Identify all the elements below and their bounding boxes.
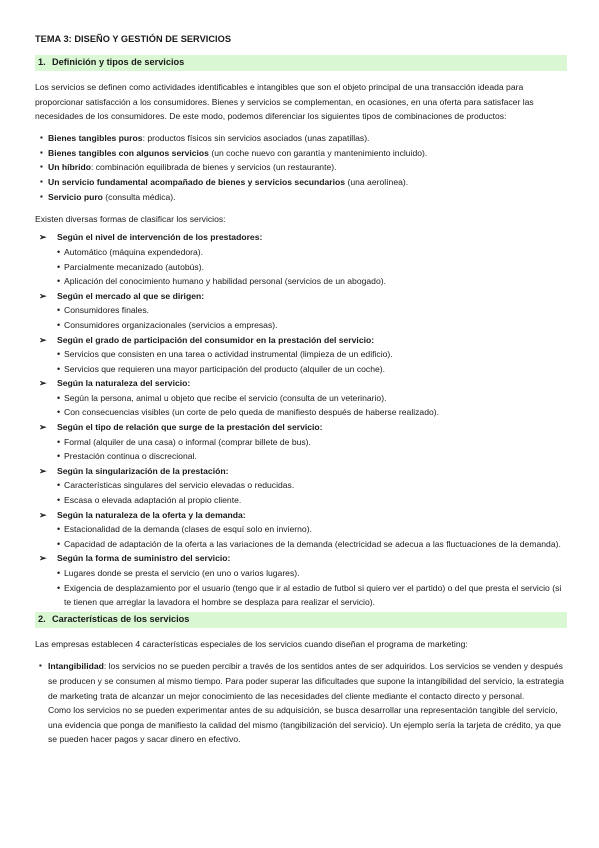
category-items (35, 435, 567, 464)
category-item-text: Aplicación del conocimiento humano y habilidad personal (servicios de un abogado). (64, 276, 386, 287)
bullet-icon: • (57, 407, 61, 418)
category-item-text: Parcialmente mecanizado (autobús). (64, 261, 204, 272)
category-title: Según el nivel de intervención de los prestadores: (57, 232, 263, 243)
category-item (57, 522, 567, 537)
section-2-number: 2. (38, 613, 46, 624)
section-1-title: Definición y tipos de servicios (52, 57, 185, 67)
category-title: Según la singularización de la prestación: (57, 465, 229, 476)
arrow-bullet-icon: ➢ (39, 465, 47, 476)
product-type-item (35, 160, 567, 175)
arrow-bullet-icon: ➢ (39, 509, 47, 520)
product-type-item (35, 131, 567, 146)
bullet-icon: • (57, 305, 61, 316)
category-heading (35, 333, 567, 348)
category-items (35, 391, 567, 420)
category-title: Según la naturaleza de la oferta y la demanda: (57, 509, 246, 520)
product-type-description: : productos físicos sin servicios asociados (unas zapatillas). (142, 132, 370, 143)
classification-category (35, 289, 567, 333)
category-item-text: Servicios que requieren una mayor participación del producto (alquiler de un coche). (64, 363, 386, 374)
characteristic-description: : los servicios no se pueden percibir a través de los sentidos antes de ser adquiridos. Los servicios se venden y después se producen y se consumen al mismo tiempo. Para poder superar las dificultades que supone la intangibilidad del servicio, la estrategia de marketing trata de alcanzar un mejor conocimiento de las necesidades del cliente mediante el contacto directo y personal. (48, 661, 564, 701)
bullet-icon: • (57, 495, 61, 506)
category-items (35, 566, 567, 610)
bullet-icon: • (57, 261, 61, 272)
category-item (57, 493, 567, 508)
bullet-icon: • (57, 538, 61, 549)
section-1-intro: Los servicios se definen como actividades identificables e intangibles que son el objeto principal de una transacción ideada para proporcionar satisfacción a los consumidores. Bienes y servicios se complementan, en ocasiones, en una oferta para satisfacer las necesidades de los consumidores. De este modo, podemos diferenciar los siguientes tipos de combinaciones de productos: (35, 82, 534, 122)
category-item (57, 405, 567, 420)
category-item-text: Características singulares del servicio elevadas o reducidas. (64, 480, 295, 491)
bullet-icon: • (57, 451, 61, 462)
category-title: Según la forma de suministro del servicio: (57, 553, 231, 564)
category-item (57, 478, 567, 493)
product-type-description: : combinación equilibrada de bienes y servicios (un restaurante). (90, 162, 337, 173)
category-item-text: Servicios que consisten en una tarea o actividad instrumental (limpieza de un edificio). (64, 349, 393, 360)
category-item-text: Exigencia de desplazamiento por el usuario (tengo que ir al estadio de futbol si quiero ver el partido) o del que presta el servicio (si te tienen que arreglar la lavadora el hombre se desplaza para realizar el servicio). (64, 582, 562, 608)
document-page (35, 34, 567, 747)
product-type-description: (una aerolínea). (345, 177, 409, 188)
section-1-heading (35, 55, 567, 71)
category-items (35, 522, 567, 551)
category-item-text: Según la persona, animal u objeto que recibe el servicio (consulta de un veterinario). (64, 392, 387, 403)
classification-category (35, 551, 567, 609)
category-title: Según el mercado al que se dirigen: (57, 290, 205, 301)
category-item (57, 449, 567, 464)
category-item-text: Capacidad de adaptación de la oferta a las variaciones de la demanda (electricidad se adecua a las fluctuaciones de la demanda). (64, 538, 561, 549)
product-type-term: Bienes tangibles con algunos servicios (48, 147, 209, 158)
bullet-icon: • (57, 349, 61, 360)
classification-category (35, 464, 567, 508)
category-item (57, 303, 567, 318)
classification-category (35, 508, 567, 552)
intangibility-continuation: Como los servicios no se pueden experimentar antes de su adquisición, se busca desarrollar una representación tangible del servicio, una evidencia que ponga de manifiesto la calidad del mismo (tangibilización del servicio). Un ejemplo sería la tarjeta de crédito, ya que se pueden hacer pagos y sacar dinero en efectivo. (48, 705, 562, 745)
category-item (57, 537, 567, 552)
category-item (57, 318, 567, 333)
category-heading (35, 376, 567, 391)
category-item-text: Formal (alquiler de una casa) o informal (comprar billete de bus). (64, 436, 311, 447)
category-item (57, 435, 567, 450)
bullet-icon: • (57, 392, 61, 403)
category-item-text: Prestación continua o discrecional. (64, 451, 197, 462)
bullet-icon: • (57, 582, 61, 593)
category-heading (35, 508, 567, 523)
arrow-bullet-icon: ➢ (39, 422, 47, 433)
bullet-icon: • (57, 436, 61, 447)
characteristic-item (39, 659, 567, 703)
arrow-bullet-icon: ➢ (39, 553, 47, 564)
characteristics-list (35, 659, 567, 703)
category-item-text: Consumidores organizacionales (servicios a empresas). (64, 319, 278, 330)
square-bullet-icon: ▪ (39, 661, 42, 671)
arrow-bullet-icon: ➢ (39, 290, 47, 301)
product-type-item (35, 175, 567, 190)
category-item (57, 274, 567, 289)
classification-category (35, 333, 567, 377)
section-2-title: Características de los servicios (52, 613, 190, 624)
category-item-text: Consumidores finales. (64, 305, 150, 316)
category-title: Según el tipo de relación que surge de la prestación del servicio: (57, 422, 323, 433)
document-title: TEMA 3: DISEÑO Y GESTIÓN DE SERVICIOS (35, 34, 232, 44)
product-type-term: Un servicio fundamental acompañado de bienes y servicios secundarios (48, 177, 346, 188)
section-1-number: 1. (38, 57, 46, 67)
section-2-heading (35, 612, 567, 628)
category-item-text: Escasa o elevada adaptación al propio cliente. (64, 495, 242, 506)
category-item (57, 581, 567, 610)
category-item-text: Automático (máquina expendedora). (64, 246, 204, 257)
category-items (35, 347, 567, 376)
category-item-text: Estacionalidad de la demanda (clases de esquí solo en invierno). (64, 524, 312, 535)
category-items (35, 303, 567, 332)
product-type-term: Un híbrido (48, 162, 91, 173)
bullet-icon: • (57, 363, 61, 374)
category-items (35, 478, 567, 507)
classification-category (35, 420, 567, 464)
category-item (57, 245, 567, 260)
bullet-icon: • (57, 246, 61, 257)
classification-category (35, 230, 567, 288)
arrow-bullet-icon: ➢ (39, 232, 47, 243)
category-item-text: Con consecuencias visibles (un corte de pelo queda de manifiesto después de haberse realizado). (64, 407, 440, 418)
product-type-item (35, 146, 567, 161)
classification-category (35, 376, 567, 420)
bullet-icon: • (57, 568, 61, 579)
category-heading (35, 551, 567, 566)
category-item (57, 566, 567, 581)
product-type-item (35, 190, 567, 205)
category-item (57, 362, 567, 377)
product-type-description: (un coche nuevo con garantía y mantenimiento incluido). (208, 147, 428, 158)
bullet-icon: • (57, 319, 61, 330)
category-heading (35, 230, 567, 245)
arrow-bullet-icon: ➢ (39, 334, 47, 345)
bullet-icon: • (57, 276, 61, 287)
product-types-list (35, 131, 567, 205)
category-item-text: Lugares donde se presta el servicio (en uno o varios lugares). (64, 568, 300, 579)
bullet-icon: • (57, 480, 61, 491)
category-heading (35, 464, 567, 479)
bullet-icon: • (57, 524, 61, 535)
classify-intro: Existen diversas formas de clasificar los servicios: (35, 213, 226, 224)
category-title: Según la naturaleza del servicio: (57, 378, 191, 389)
category-heading (35, 289, 567, 304)
classification-list (35, 230, 567, 609)
category-heading (35, 420, 567, 435)
category-item (57, 260, 567, 275)
arrow-bullet-icon: ➢ (39, 378, 47, 389)
product-type-term: Bienes tangibles puros (48, 132, 143, 143)
product-type-description: (consulta médica). (102, 191, 176, 202)
category-title: Según el grado de participación del consumidor en la prestación del servicio: (57, 334, 375, 345)
category-items (35, 245, 567, 289)
section-2-intro: Las empresas establecen 4 características especiales de los servicios cuando diseñan el programa de marketing: (35, 638, 468, 649)
category-item (57, 347, 567, 362)
product-type-term: Servicio puro (48, 191, 103, 202)
category-item (57, 391, 567, 406)
characteristic-term: Intangibilidad (48, 661, 104, 672)
